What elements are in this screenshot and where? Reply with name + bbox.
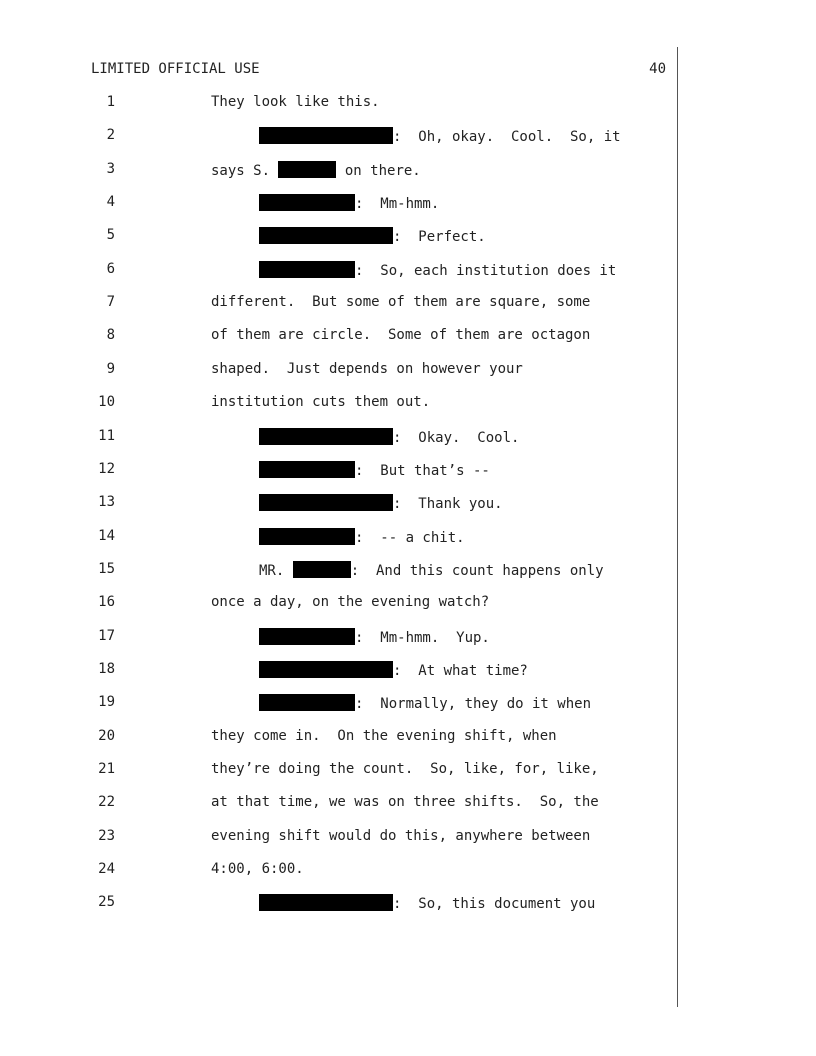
redaction-box bbox=[293, 561, 351, 578]
line-number: 21 bbox=[98, 761, 115, 777]
line-text bbox=[211, 594, 489, 610]
line-body-text: : And this count happens only bbox=[350, 562, 604, 579]
line-number: 2 bbox=[106, 127, 115, 144]
redaction-box bbox=[259, 227, 393, 244]
line-body-text: : -- a chit. bbox=[355, 529, 465, 546]
line-prefix-text: MR. bbox=[259, 562, 293, 579]
redaction-box bbox=[259, 127, 393, 144]
line-text bbox=[259, 194, 439, 212]
line-text bbox=[211, 161, 421, 179]
line-text bbox=[259, 494, 503, 512]
transcript-line bbox=[0, 661, 816, 681]
transcript-line bbox=[0, 494, 816, 514]
line-text bbox=[259, 528, 465, 546]
line-body-text: They look like this. bbox=[211, 94, 380, 110]
transcript-line bbox=[0, 894, 816, 914]
line-number: 12 bbox=[98, 460, 115, 477]
line-text bbox=[211, 761, 599, 777]
line-number: 14 bbox=[98, 527, 115, 544]
line-text bbox=[259, 261, 616, 279]
transcript-line bbox=[0, 828, 816, 848]
line-body-text: : Perfect. bbox=[393, 229, 486, 246]
transcript-line bbox=[0, 861, 816, 881]
redaction-box bbox=[259, 661, 393, 678]
transcript-line bbox=[0, 428, 816, 448]
transcript-line bbox=[0, 561, 816, 581]
line-body-text: : Okay. Cool. bbox=[393, 429, 520, 446]
line-body-text: shaped. Just depends on however your bbox=[211, 360, 523, 377]
redaction-box bbox=[259, 428, 393, 445]
line-number: 20 bbox=[98, 727, 115, 744]
line-text bbox=[259, 127, 621, 145]
line-body-text: : Mm-hmm. Yup. bbox=[355, 629, 490, 646]
line-number: 9 bbox=[106, 360, 115, 377]
line-text bbox=[259, 694, 591, 712]
line-number: 22 bbox=[98, 794, 115, 811]
line-text bbox=[211, 394, 430, 410]
line-number: 16 bbox=[98, 594, 115, 611]
transcript-line bbox=[0, 761, 816, 781]
line-number: 15 bbox=[98, 560, 115, 577]
line-number: 5 bbox=[106, 227, 115, 244]
line-number: 10 bbox=[98, 394, 115, 411]
line-body-text: : Mm-hmm. bbox=[355, 196, 440, 213]
transcript-line bbox=[0, 594, 816, 614]
transcript-line bbox=[0, 127, 816, 147]
line-prefix-text: says S. bbox=[211, 162, 279, 179]
transcript-line bbox=[0, 394, 816, 414]
line-text bbox=[259, 661, 528, 679]
redaction-box bbox=[259, 528, 355, 545]
transcript-line bbox=[0, 361, 816, 381]
line-number: 24 bbox=[98, 861, 115, 878]
transcript-line bbox=[0, 628, 816, 648]
redaction-box bbox=[259, 494, 393, 511]
line-number: 1 bbox=[106, 94, 115, 110]
line-text bbox=[211, 728, 557, 744]
line-number: 25 bbox=[98, 894, 115, 911]
transcript-line bbox=[0, 227, 816, 247]
line-number: 8 bbox=[106, 327, 115, 344]
redaction-box bbox=[259, 694, 355, 711]
redaction-box bbox=[259, 194, 355, 211]
line-body-text: : So, this document you bbox=[393, 896, 596, 913]
line-body-text: : Normally, they do it when bbox=[355, 696, 592, 713]
redaction-box bbox=[259, 894, 393, 911]
line-number: 6 bbox=[106, 260, 115, 277]
line-body-text: different. But some of them are square, some bbox=[211, 294, 591, 311]
line-number: 7 bbox=[106, 294, 115, 311]
line-body-text: : But that’s -- bbox=[355, 462, 490, 479]
line-text bbox=[211, 794, 599, 810]
redaction-box bbox=[259, 628, 355, 645]
line-number: 17 bbox=[98, 627, 115, 644]
header-classification: LIMITED OFFICIAL USE bbox=[91, 61, 260, 77]
transcript-line bbox=[0, 161, 816, 181]
line-body-text: institution cuts them out. bbox=[211, 394, 431, 411]
line-body-text: on there. bbox=[336, 162, 421, 179]
line-body-text: evening shift would do this, anywhere between bbox=[211, 827, 591, 844]
line-text bbox=[211, 327, 590, 343]
transcript-line bbox=[0, 261, 816, 281]
line-text bbox=[211, 861, 304, 877]
line-number: 18 bbox=[98, 660, 115, 677]
line-text bbox=[211, 294, 590, 310]
line-text bbox=[211, 361, 523, 377]
line-body-text: 4:00, 6:00. bbox=[211, 861, 304, 878]
line-text bbox=[259, 894, 595, 912]
redaction-box bbox=[259, 461, 355, 478]
transcript-line bbox=[0, 94, 816, 114]
transcript-line bbox=[0, 461, 816, 481]
line-text bbox=[259, 461, 490, 479]
line-number: 19 bbox=[98, 694, 115, 711]
transcript-line bbox=[0, 794, 816, 814]
line-body-text: at that time, we was on three shifts. So, the bbox=[211, 794, 599, 811]
transcript-line bbox=[0, 528, 816, 548]
line-text bbox=[259, 227, 486, 245]
line-body-text: : So, each institution does it bbox=[355, 262, 617, 279]
transcript-line bbox=[0, 294, 816, 314]
line-number: 11 bbox=[98, 427, 115, 444]
line-body-text: they’re doing the count. So, like, for, like, bbox=[211, 761, 599, 777]
transcript-line bbox=[0, 194, 816, 214]
line-body-text: : Thank you. bbox=[393, 496, 503, 513]
page-number: 40 bbox=[649, 61, 666, 77]
line-body-text: they come in. On the evening shift, when bbox=[211, 727, 557, 744]
line-body-text: once a day, on the evening watch? bbox=[211, 594, 490, 611]
transcript-line bbox=[0, 694, 816, 714]
redaction-box bbox=[259, 261, 355, 278]
line-text bbox=[211, 94, 380, 110]
line-number: 13 bbox=[98, 494, 115, 511]
line-number: 3 bbox=[106, 160, 115, 177]
transcript-line bbox=[0, 728, 816, 748]
line-text bbox=[259, 561, 604, 579]
line-body-text: : Oh, okay. Cool. So, it bbox=[393, 129, 621, 146]
line-number: 4 bbox=[106, 194, 115, 211]
line-body-text: of them are circle. Some of them are octagon bbox=[211, 327, 591, 344]
transcript-line bbox=[0, 327, 816, 347]
line-text bbox=[211, 828, 590, 844]
line-text bbox=[259, 428, 519, 446]
line-body-text: : At what time? bbox=[393, 662, 528, 679]
redaction-box bbox=[278, 161, 336, 178]
line-text bbox=[259, 628, 490, 646]
line-number: 23 bbox=[98, 827, 115, 844]
